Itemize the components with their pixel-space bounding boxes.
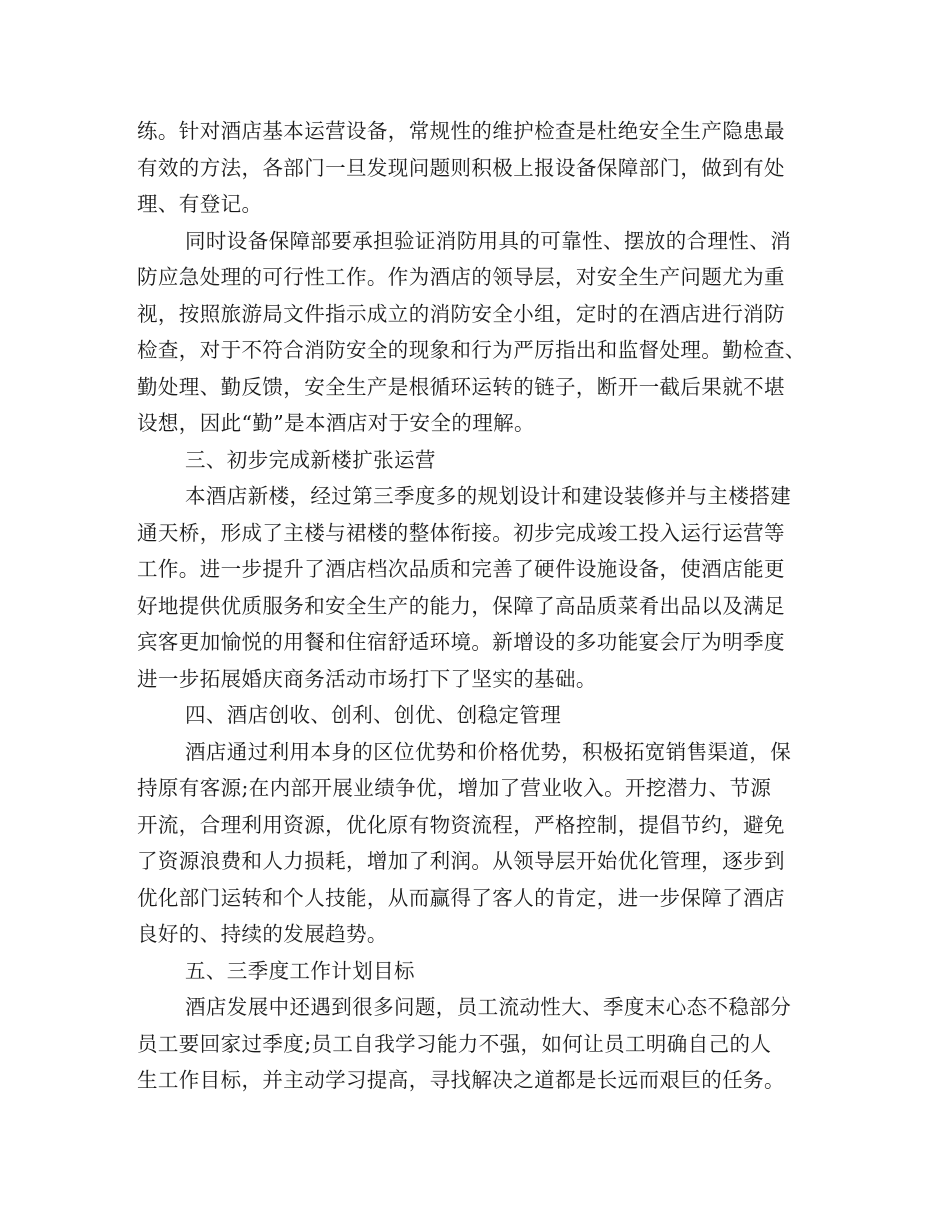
section-heading: 五、三季度工作计划目标 [185,958,415,983]
paragraph-line: 酒店通过利用本身的区位优势和价格优势，积极拓宽销售渠道，保 [185,739,792,764]
paragraph-line: 同时设备保障部要承担验证消防用具的可靠性、摆放的合理性、消 [185,228,792,253]
paragraph-line: 本酒店新楼，经过第三季度多的规划设计和建设装修并与主楼搭建 [185,484,792,508]
paragraph-line: 优化部门运转和个人技能，从而赢得了客人的肯定，进一步保障了酒店 [137,885,785,910]
paragraph-line: 生工作目标，并主动学习提高，寻找解决之道都是长远而艰巨的任务。 [137,1068,785,1092]
paragraph-line: 了资源浪费和人力损耗，增加了利润。从领导层开始优化管理，逐步到 [137,849,785,873]
paragraph-line: 宾客更加愉悦的用餐和住宿舒适环境。新增设的多功能宴会厅为明季度 [137,630,785,654]
document-body [137,113,827,1099]
paragraph-line: 良好的、持续的发展趋势。 [137,922,388,946]
paragraph-line: 理、有登记。 [137,192,263,216]
paragraph-line: 员工要回家过季度;员工自我学习能力不强，如何让员工明确自己的人 [137,1031,772,1056]
paragraph-line: 通天桥，形成了主楼与裙楼的整体衔接。初步完成竣工投入运行运营等 [137,520,785,545]
paragraph-line: 好地提供优质服务和安全生产的能力，保障了高品质菜肴出品以及满足 [137,593,785,618]
paragraph-line: 进一步拓展婚庆商务活动市场打下了坚实的基础。 [137,666,597,691]
paragraph-line: 防应急处理的可行性工作。作为酒店的领导层，对安全生产问题尤为重 [137,265,785,289]
paragraph-line: 酒店发展中还遇到很多问题，员工流动性大、季度末心态不稳部分 [185,995,792,1019]
section-heading: 四、酒店创收、创利、创优、创稳定管理 [185,703,562,727]
paragraph-line: 练。针对酒店基本运营设备，常规性的维护检查是杜绝安全生产隐患最 [137,119,785,143]
paragraph-line: 设想，因此“勤”是本酒店对于安全的理解。 [137,411,535,435]
paragraph-line: 有效的方法，各部门一旦发现问题则积极上报设备保障部门，做到有处 [137,155,785,180]
paragraph-line: 持原有客源;在内部开展业绩争优，增加了营业收入。开挖潜力、节源 [137,776,772,800]
paragraph-line: 视，按照旅游局文件指示成立的消防安全小组，定时的在酒店进行消防 [137,301,785,326]
paragraph-line: 开流，合理利用资源，优化原有物资流程，严格控制，提倡节约，避免 [137,812,785,837]
section-heading: 三、初步完成新楼扩张运营 [185,447,436,472]
paragraph-line: 检查，对于不符合消防安全的现象和行为严厉指出和监督处理。勤检查、 [137,338,806,362]
paragraph-line: 勤处理、勤反馈，安全生产是根循环运转的链子，断开一截后果就不堪 [137,374,785,399]
paragraph-line: 工作。进一步提升了酒店档次品质和完善了硬件设施设备，使酒店能更 [137,557,785,581]
